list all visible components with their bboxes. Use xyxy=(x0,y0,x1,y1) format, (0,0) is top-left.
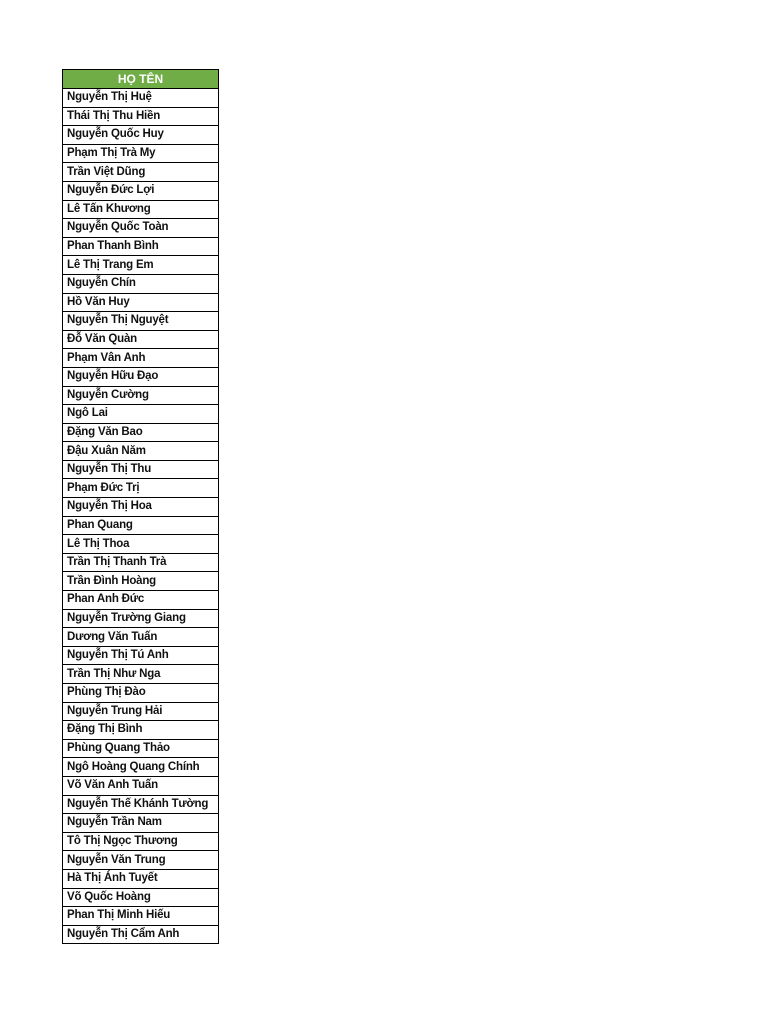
names-table xyxy=(62,69,219,944)
table-row xyxy=(63,312,219,331)
name-cell[interactable]: Lê Thị Trang Em xyxy=(63,256,219,275)
name-cell[interactable]: Trần Việt Dũng xyxy=(63,163,219,182)
name-cell[interactable]: Nguyễn Văn Trung xyxy=(63,851,219,870)
table-row xyxy=(63,516,219,535)
table-row xyxy=(63,107,219,126)
table-row xyxy=(63,776,219,795)
table-row xyxy=(63,293,219,312)
table-row xyxy=(63,553,219,572)
table-row xyxy=(63,925,219,944)
name-cell[interactable]: Phan Anh Đức xyxy=(63,591,219,610)
header-row xyxy=(63,70,219,89)
name-cell[interactable]: Nguyễn Thị Hoa xyxy=(63,498,219,517)
name-cell[interactable]: Đặng Thị Bình xyxy=(63,721,219,740)
table-row xyxy=(63,423,219,442)
name-cell[interactable]: Đỗ Văn Quàn xyxy=(63,330,219,349)
table-row xyxy=(63,274,219,293)
name-cell[interactable]: Ngô Hoàng Quang Chính xyxy=(63,758,219,777)
table-row xyxy=(63,126,219,145)
name-cell[interactable]: Hà Thị Ánh Tuyết xyxy=(63,869,219,888)
name-cell[interactable]: Phạm Vân Anh xyxy=(63,349,219,368)
name-cell[interactable]: Phan Thanh Bình xyxy=(63,237,219,256)
name-cell[interactable]: Trần Thị Như Nga xyxy=(63,665,219,684)
name-cell[interactable]: Phùng Quang Thảo xyxy=(63,739,219,758)
table-row xyxy=(63,628,219,647)
name-cell[interactable]: Nguyễn Thị Nguyệt xyxy=(63,312,219,331)
table-row xyxy=(63,721,219,740)
table-row xyxy=(63,349,219,368)
table-row xyxy=(63,591,219,610)
name-cell[interactable]: Võ Quốc Hoàng xyxy=(63,888,219,907)
table-row xyxy=(63,832,219,851)
table-row xyxy=(63,665,219,684)
name-cell[interactable]: Nguyễn Thị Huệ xyxy=(63,89,219,108)
table-row xyxy=(63,163,219,182)
table-row xyxy=(63,888,219,907)
table-row xyxy=(63,367,219,386)
table-row xyxy=(63,535,219,554)
name-cell[interactable]: Đậu Xuân Năm xyxy=(63,442,219,461)
name-cell[interactable]: Nguyễn Chín xyxy=(63,274,219,293)
name-cell[interactable]: Phan Thị Minh Hiếu xyxy=(63,907,219,926)
name-cell[interactable]: Nguyễn Trần Nam xyxy=(63,814,219,833)
name-cell[interactable]: Nguyễn Cường xyxy=(63,386,219,405)
table-row xyxy=(63,144,219,163)
name-cell[interactable]: Phùng Thị Đào xyxy=(63,684,219,703)
table-row xyxy=(63,405,219,424)
table-row xyxy=(63,498,219,517)
table-row xyxy=(63,851,219,870)
table-row xyxy=(63,758,219,777)
name-cell[interactable]: Nguyễn Quốc Toàn xyxy=(63,219,219,238)
name-cell[interactable]: Tô Thị Ngọc Thương xyxy=(63,832,219,851)
table-row xyxy=(63,795,219,814)
table-row xyxy=(63,330,219,349)
table-row xyxy=(63,219,219,238)
table-row xyxy=(63,814,219,833)
name-cell[interactable]: Trần Đình Hoàng xyxy=(63,572,219,591)
name-cell[interactable]: Nguyễn Quốc Huy xyxy=(63,126,219,145)
name-cell[interactable]: Phạm Đức Trị xyxy=(63,479,219,498)
table-row xyxy=(63,442,219,461)
table-row xyxy=(63,256,219,275)
table-row xyxy=(63,181,219,200)
name-cell[interactable]: Nguyễn Thị Cẩm Anh xyxy=(63,925,219,944)
table-row xyxy=(63,460,219,479)
name-cell[interactable]: Nguyễn Trung Hải xyxy=(63,702,219,721)
table-row xyxy=(63,572,219,591)
table-row xyxy=(63,684,219,703)
table-row xyxy=(63,869,219,888)
name-cell[interactable]: Nguyễn Đức Lợi xyxy=(63,181,219,200)
table-body xyxy=(63,89,219,944)
name-cell[interactable]: Nguyễn Thị Thu xyxy=(63,460,219,479)
name-cell[interactable]: Thái Thị Thu Hiền xyxy=(63,107,219,126)
table-row xyxy=(63,386,219,405)
table-row xyxy=(63,907,219,926)
table-row xyxy=(63,739,219,758)
table-row xyxy=(63,702,219,721)
name-cell[interactable]: Lê Tấn Khương xyxy=(63,200,219,219)
table-row xyxy=(63,89,219,108)
name-cell[interactable]: Nguyễn Thế Khánh Tường xyxy=(63,795,219,814)
table-row xyxy=(63,479,219,498)
name-cell[interactable]: Nguyễn Hữu Đạo xyxy=(63,367,219,386)
table-row xyxy=(63,237,219,256)
name-cell[interactable]: Dương Văn Tuấn xyxy=(63,628,219,647)
name-cell[interactable]: Lê Thị Thoa xyxy=(63,535,219,554)
table-row xyxy=(63,609,219,628)
name-cell[interactable]: Phan Quang xyxy=(63,516,219,535)
name-cell[interactable]: Hồ Văn Huy xyxy=(63,293,219,312)
name-cell[interactable]: Nguyễn Thị Tú Anh xyxy=(63,646,219,665)
table-row xyxy=(63,200,219,219)
name-cell[interactable]: Trần Thị Thanh Trà xyxy=(63,553,219,572)
name-cell[interactable]: Đặng Văn Bao xyxy=(63,423,219,442)
name-cell[interactable]: Ngô Lai xyxy=(63,405,219,424)
name-cell[interactable]: Nguyễn Trường Giang xyxy=(63,609,219,628)
table-row xyxy=(63,646,219,665)
name-cell[interactable]: Võ Văn Anh Tuấn xyxy=(63,776,219,795)
column-header-ho-ten[interactable]: HỌ TÊN xyxy=(63,70,219,89)
name-cell[interactable]: Phạm Thị Trà My xyxy=(63,144,219,163)
